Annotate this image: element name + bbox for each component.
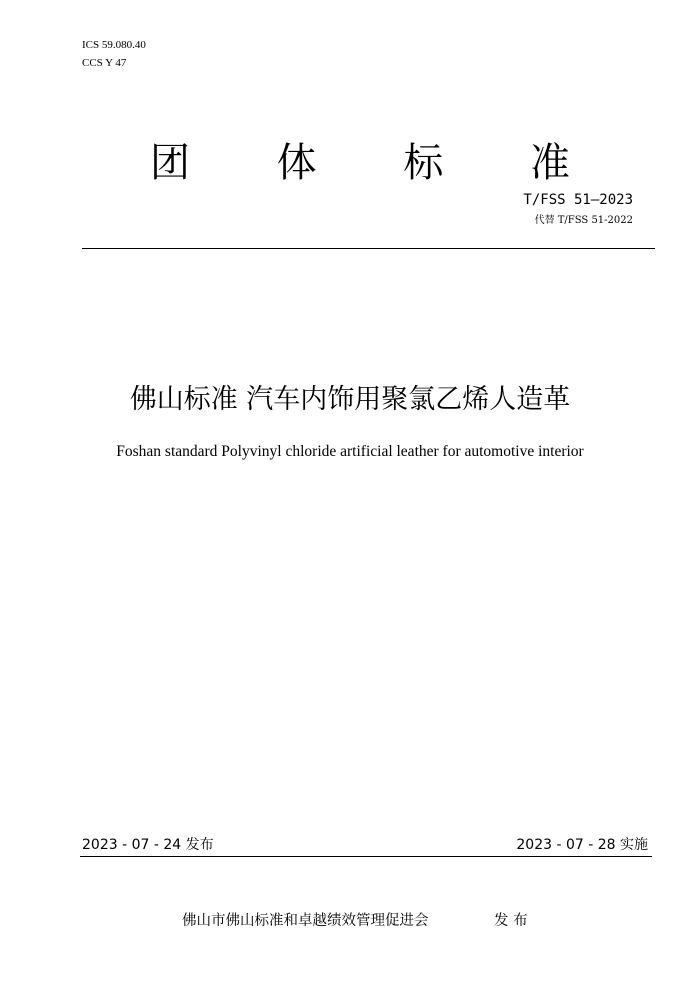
classification-codes: [82, 36, 146, 72]
title-char-2: 体: [276, 140, 317, 186]
ics-code: ICS 59.080.40: [82, 39, 146, 51]
implement-date: 2023 - 07 - 28 实施: [516, 837, 648, 853]
title-char-3: 标: [403, 140, 444, 186]
ccs-code: CCS Y 47: [82, 57, 127, 69]
replaces-standard: 代替 T/FSS 51-2022: [534, 215, 633, 226]
title-char-4: 准: [529, 140, 570, 186]
document-type-title: [150, 140, 570, 190]
standard-number: T/FSS 51—2023: [523, 192, 633, 208]
publish-date: 2023 - 07 - 24 发布: [82, 837, 214, 853]
title-char-1: 团: [150, 140, 190, 186]
issuing-organization: 佛山市佛山标准和卓越绩效管理促进会: [182, 913, 429, 929]
chinese-title: 佛山标准 汽车内饰用聚氯乙烯人造革: [129, 384, 571, 415]
issue-label: 发 布: [494, 913, 528, 929]
english-title: Foshan standard Polyvinyl chloride artificial leather for automotive interior: [116, 443, 584, 460]
header-divider: [82, 248, 655, 249]
footer-divider: [80, 856, 652, 857]
